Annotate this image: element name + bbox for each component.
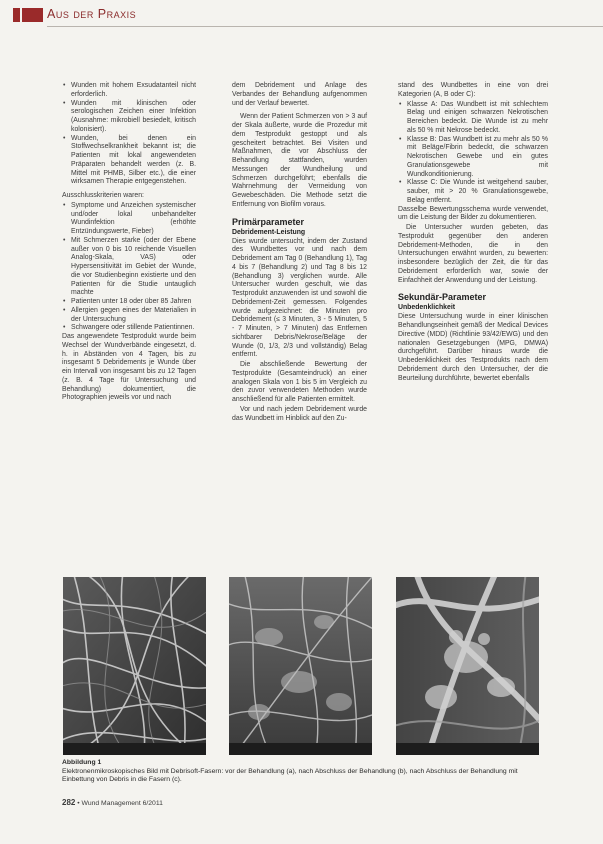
list-item: • Allergien gegen eines der Materialien in der Untersuchung xyxy=(62,307,196,325)
list-item: • Wunden mit klinischen oder serologischen Zeichen einer Infektion (Ausnahme: mikrobiell besiedelt, kritisch kolonisiert). xyxy=(62,100,196,135)
list-item: • Patienten unter 18 oder über 85 Jahren xyxy=(62,298,196,307)
body-paragraph: Das angewendete Testprodukt wurde beim Wechsel der Wundverbände eingesetzt, d. h. in Abständen von 4 Tagen, bis zu insgesamt 5 Debridements je Wunde über ein Intervall von insgesamt bis zu 12 Tagen (z. B. 4 Tage für Untersuchung und Behandlung) dokumentiert, die Photographien jeweils vor und nach xyxy=(62,333,196,402)
section-heading-primary: Primärparameter xyxy=(232,216,305,227)
section-marker-logo xyxy=(13,8,43,22)
sem-image-b xyxy=(229,577,372,755)
exclusion-list xyxy=(62,202,196,333)
list-item: • Wunden, bei denen ein Stoffwechselkrankheit bekannt ist; die Patienten mit lokal angewendeten Präparaten behandelt werden (z. B. Mittel mit PHMB, Silber etc.), die einer wirksamen Therapie entgegenstehen. xyxy=(62,135,196,188)
body-paragraph: Dies wurde untersucht, indem der Zustand des Wundbettes vor und nach dem Debridement am Tag 0 (Behandlung 1), Tag 4 bis 7 (Behandlung 2) und Tag 8 bis 12 (Behandlung 3) verglichen wurde. Alle Untersucher wurden geschult, wie das Testprodukt anzuwenden ist und sowohl die Debridement-Zeit gemessen. Folgendes wurde aufgezeichnet: die Minuten pro Debridement (≤ 3 Minuten, 3 - 5 Minuten, 5 - 7 Minuten, > 7 Minuten) das Entfernen sichtbarer Debris/Nekrose/Beläge der Wunde (0, 1/3, 2/3 und vollständig) Belag entfernt. xyxy=(232,237,367,359)
text-column-1 xyxy=(62,82,196,404)
text-column-2 xyxy=(232,82,367,424)
body-paragraph: Die Untersucher wurden gebeten, das Testprodukt gegenüber den anderen Debridement-Methoden, die in den Untersuchungen erwähnt wurden, zu bewerten: insbesondere bezüglich der Zeit, die für das Debridement erforderlich war, sowie der Einfachheit der Anwendung und der Leistung. xyxy=(398,224,548,284)
header-rule xyxy=(47,26,603,27)
exclusion-heading: Ausschlusskriterien waren: xyxy=(62,192,144,199)
page-number: 282 xyxy=(62,798,76,807)
body-paragraph: Die abschließende Bewertung der Testprodukte (Gesamteindruck) an einer analogen Skala von 1 bis 5 im Vergleich zu den zuvor verwendeten Methoden wurde anschließend für alle Patienten ermittelt. xyxy=(232,361,367,403)
list-item: • Wunden mit hohem Exsudatanteil nicht erforderlich. xyxy=(62,82,196,100)
sem-image-a xyxy=(63,577,206,755)
caption-title: Abbildung 1 xyxy=(62,759,102,766)
section-title: Aus der Praxis xyxy=(47,7,137,21)
body-paragraph: Wenn der Patient Schmerzen von > 3 auf der Skala äußerte, wurde die Prozedur mit dem Testprodukt gestoppt und als gescheitert betrachtet. Bei Visiten und Maßnahmen, die vor Abschluss der Behandlung stattfanden, wurden Messungen der Wundheilung und Schmerzen durchgeführt; ebenfalls die Wahrnehmung der Vermeidung von Gewebeschäden. Die Methode setzt die Entfernung von Biofilm voraus. xyxy=(232,113,367,208)
list-item: • Klasse C: Die Wunde ist weitgehend sauber, sauber, mit > 20 % Granulationsgewebe, Belag entfernt. xyxy=(398,179,548,205)
page-footer xyxy=(62,798,163,807)
subsection-heading: Debridement-Leistung xyxy=(232,228,306,236)
criteria-list-a xyxy=(62,82,196,187)
list-item: • Symptome und Anzeichen systemischer und/oder lokal unbehandelter Wundinfektion (erhöhte Entzündungswerte, Fieber) xyxy=(62,202,196,237)
section-heading-secondary: Sekundär-Parameter xyxy=(398,292,487,303)
figure-caption xyxy=(62,759,550,785)
sem-image-c xyxy=(396,577,539,755)
body-paragraph: Diese Untersuchung wurde in einer klinischen Behandlungseinheit gemäß der Medical Devices Directive (MDD) (Richtlinie 93/42/EWG) und den nationalen Gesetzgebungen (MPG, DMWA) durchgeführt. Darüber hinaus wurde die Unbedenklichkeit des Testprodukts nach dem Debridement durch den Untersucher, der die Beurteilung durchführte, bewertet ebenfalls xyxy=(398,313,548,382)
journal-name: Wund Management 6/2011 xyxy=(81,800,163,807)
body-paragraph: Vor und nach jedem Debridement wurde das Wundbett im Hinblick auf den Zu- xyxy=(232,405,367,422)
list-item: • Mit Schmerzen starke (oder der Ebene außer von 0 bis 10 reichende Visuellen Analog-Skala, VAS) oder Hypersensitivität im Gebiet der Wunde, die vor Studienbeginn existierte und den Patienten für die Studie untauglich machte xyxy=(62,237,196,298)
list-item: • Klasse A: Das Wundbett ist mit schlechtem Belag und einigen schwarzen Nekrotischen Bereichen bedeckt. Die Wunde ist zu mehr als 50 % mit Nekrose bedeckt. xyxy=(398,101,548,136)
footer-separator: • xyxy=(77,800,82,807)
subsection-heading: Unbedenklichkeit xyxy=(398,304,456,312)
text-column-3 xyxy=(398,82,548,384)
wound-class-list xyxy=(398,101,548,206)
list-item: • Schwangere oder stillende Patientinnen. xyxy=(62,324,196,333)
list-item: • Klasse B: Das Wundbett ist zu mehr als 50 % mit Beläge/Fibrin bedeckt, die schwarzen Nekrotischen Gewebe und ein gutes Granulationsgewebe mit Wundkonditionierung. xyxy=(398,136,548,180)
body-paragraph: stand des Wundbettes in eine von drei Kategorien (A, B oder C): xyxy=(398,82,548,98)
body-paragraph: dem Debridement und Anlage des Verbandes der Behandlung aufgenommen und der Verlauf bewertet. xyxy=(232,82,367,107)
caption-text: Elektronenmikroskopisches Bild mit Debrisoft-Fasern: vor der Behandlung (a), nach Abschluss der Behandlung (b), nach Abschluss der Behandlung mit Einbettung von Debris in die Fasern (c). xyxy=(62,767,518,784)
body-paragraph: Dasselbe Bewertungsschema wurde verwendet, um die Leistung der Bilder zu dokumentieren. xyxy=(398,205,548,222)
page-header xyxy=(0,6,603,24)
